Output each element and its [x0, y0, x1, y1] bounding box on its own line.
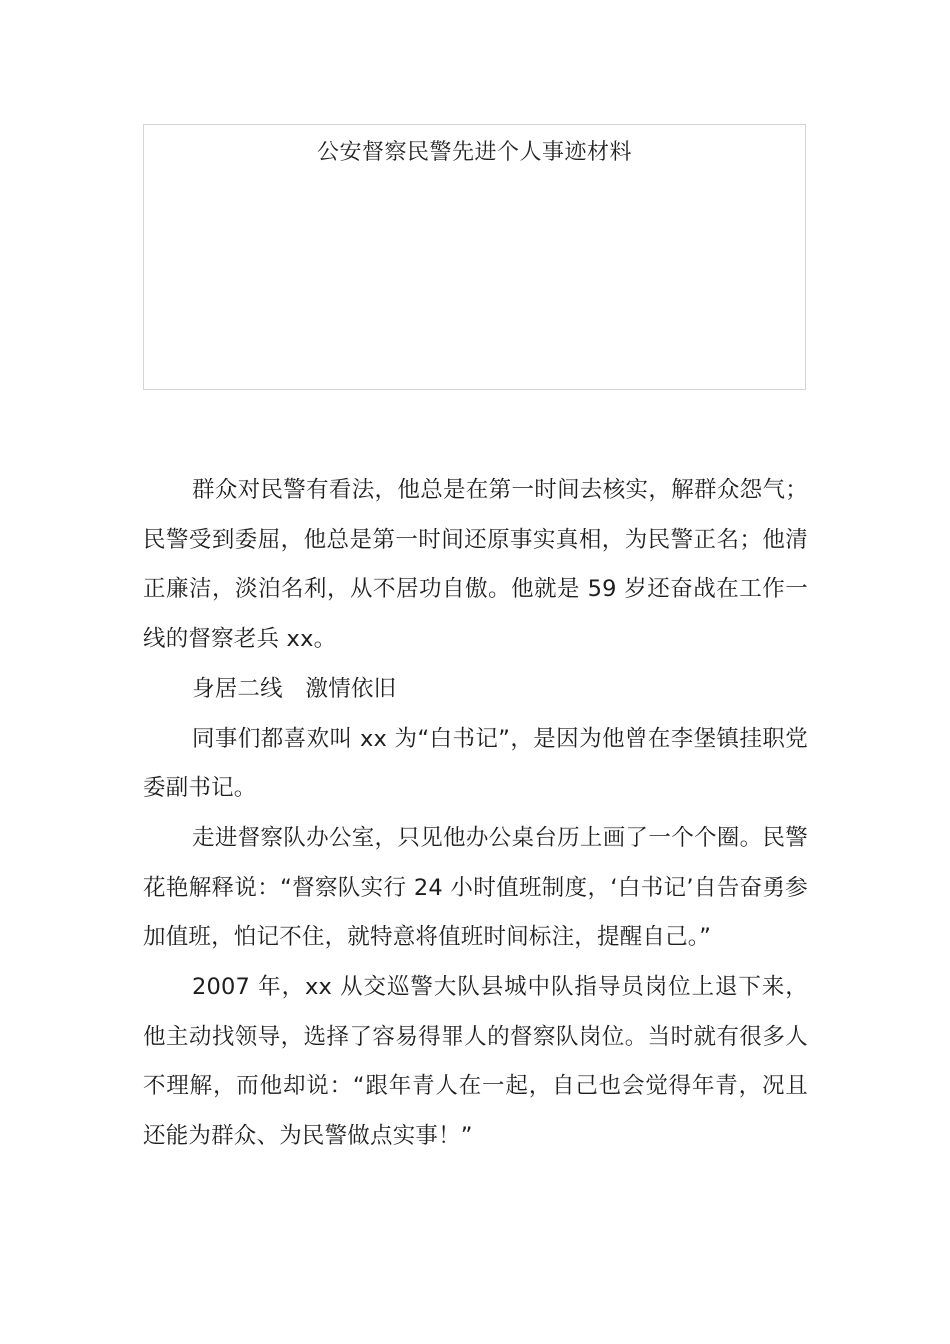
paragraph-4: 2007 年，xx 从交巡警大队县城中队指导员岗位上退下来，他主动找领导，选择了容易得罪人的督察队岗位。当时就有很多人不理解，而他却说：“跟年青人在一起，自己也会觉得年青，况且还能为群众、为民警做点实事！”: [143, 974, 808, 1150]
paragraph-3: 走进督察队办公室，只见他办公桌台历上画了一个个圈。民警花艳解释说：“督察队实行 24 小时值班制度，‘白书记’自告奋勇参加值班，怕记不住，就特意将值班时间标注，提醒自己。”: [143, 824, 808, 951]
document-title: 公安督察民警先进个人事迹材料: [316, 140, 632, 165]
document-body: [143, 466, 808, 1162]
section-heading: 身居二线 激情依旧: [192, 675, 397, 702]
paragraph-2: 同事们都喜欢叫 xx 为“白书记”，是因为他曾在李堡镇挂职党委副书记。: [143, 725, 808, 802]
paragraph-1: 群众对民警有看法，他总是在第一时间去核实，解群众怨气；民警受到委屈，他总是第一时间还原事实真相，为民警正名；他清正廉洁，淡泊名利，从不居功自傲。他就是 59 岁还奋战在工作一线的督察老兵 xx。: [143, 477, 808, 653]
title-box: [143, 124, 806, 390]
